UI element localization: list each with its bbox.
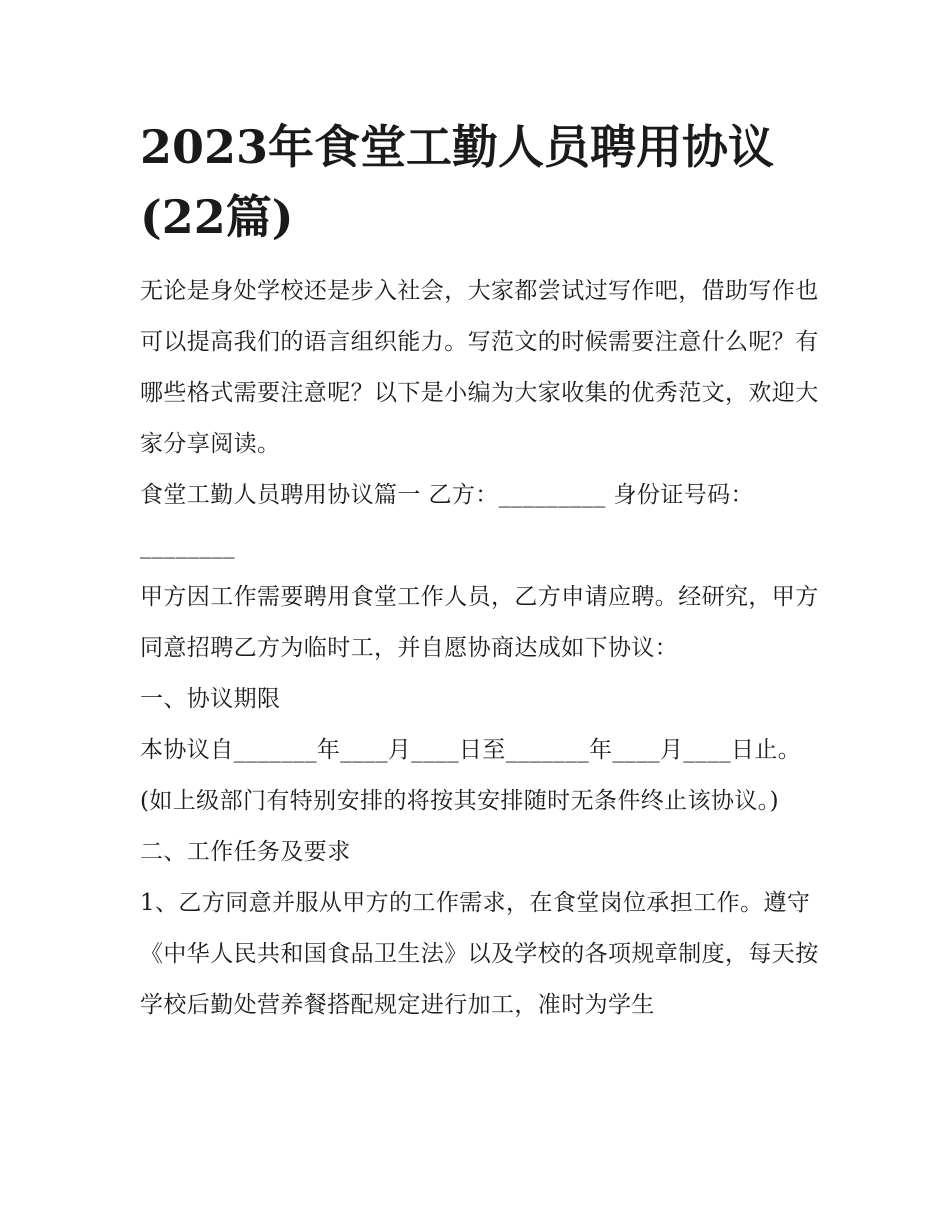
title-line-1: 2023年食堂工勤人员聘用协议 [140,120,775,174]
paragraph-duty-1: 1、乙方同意并服从甲方的工作需求，在食堂岗位承担工作。遵守《中华人民共和国食品卫生法》以及学校的各项规章制度，每天按学校后勤处营养餐搭配规定进行加工，准时为学生 [140,890,819,1018]
document-page [140,112,820,1031]
paragraph-preamble: 甲方因工作需要聘用食堂工作人员，乙方申请应聘。经研究，甲方同意招聘乙方为临时工，并自愿协商达成如下协议： [140,584,819,661]
paragraph-term: 本协议自_______年____月____日至_______年____月____日止。(如上级部门有特别安排的将按其安排随时无条件终止该协议。) [140,737,802,814]
document-title [140,112,820,252]
section-heading-duties: 二、工作任务及要求 [140,839,351,865]
section-heading-term: 一、协议期限 [140,686,281,712]
document-body [140,266,820,1031]
paragraph-intro: 无论是身处学校还是步入社会，大家都尝试过写作吧，借助写作也可以提高我们的语言组织能力。写范文的时候需要注意什么呢？有哪些格式需要注意呢？以下是小编为大家收集的优秀范文，欢迎大家分享阅读。 [140,278,819,457]
paragraph-party-b: 食堂工勤人员聘用协议篇一 乙方：_________ 身份证号码：________ [140,482,754,559]
title-line-2: (22篇) [140,190,294,244]
